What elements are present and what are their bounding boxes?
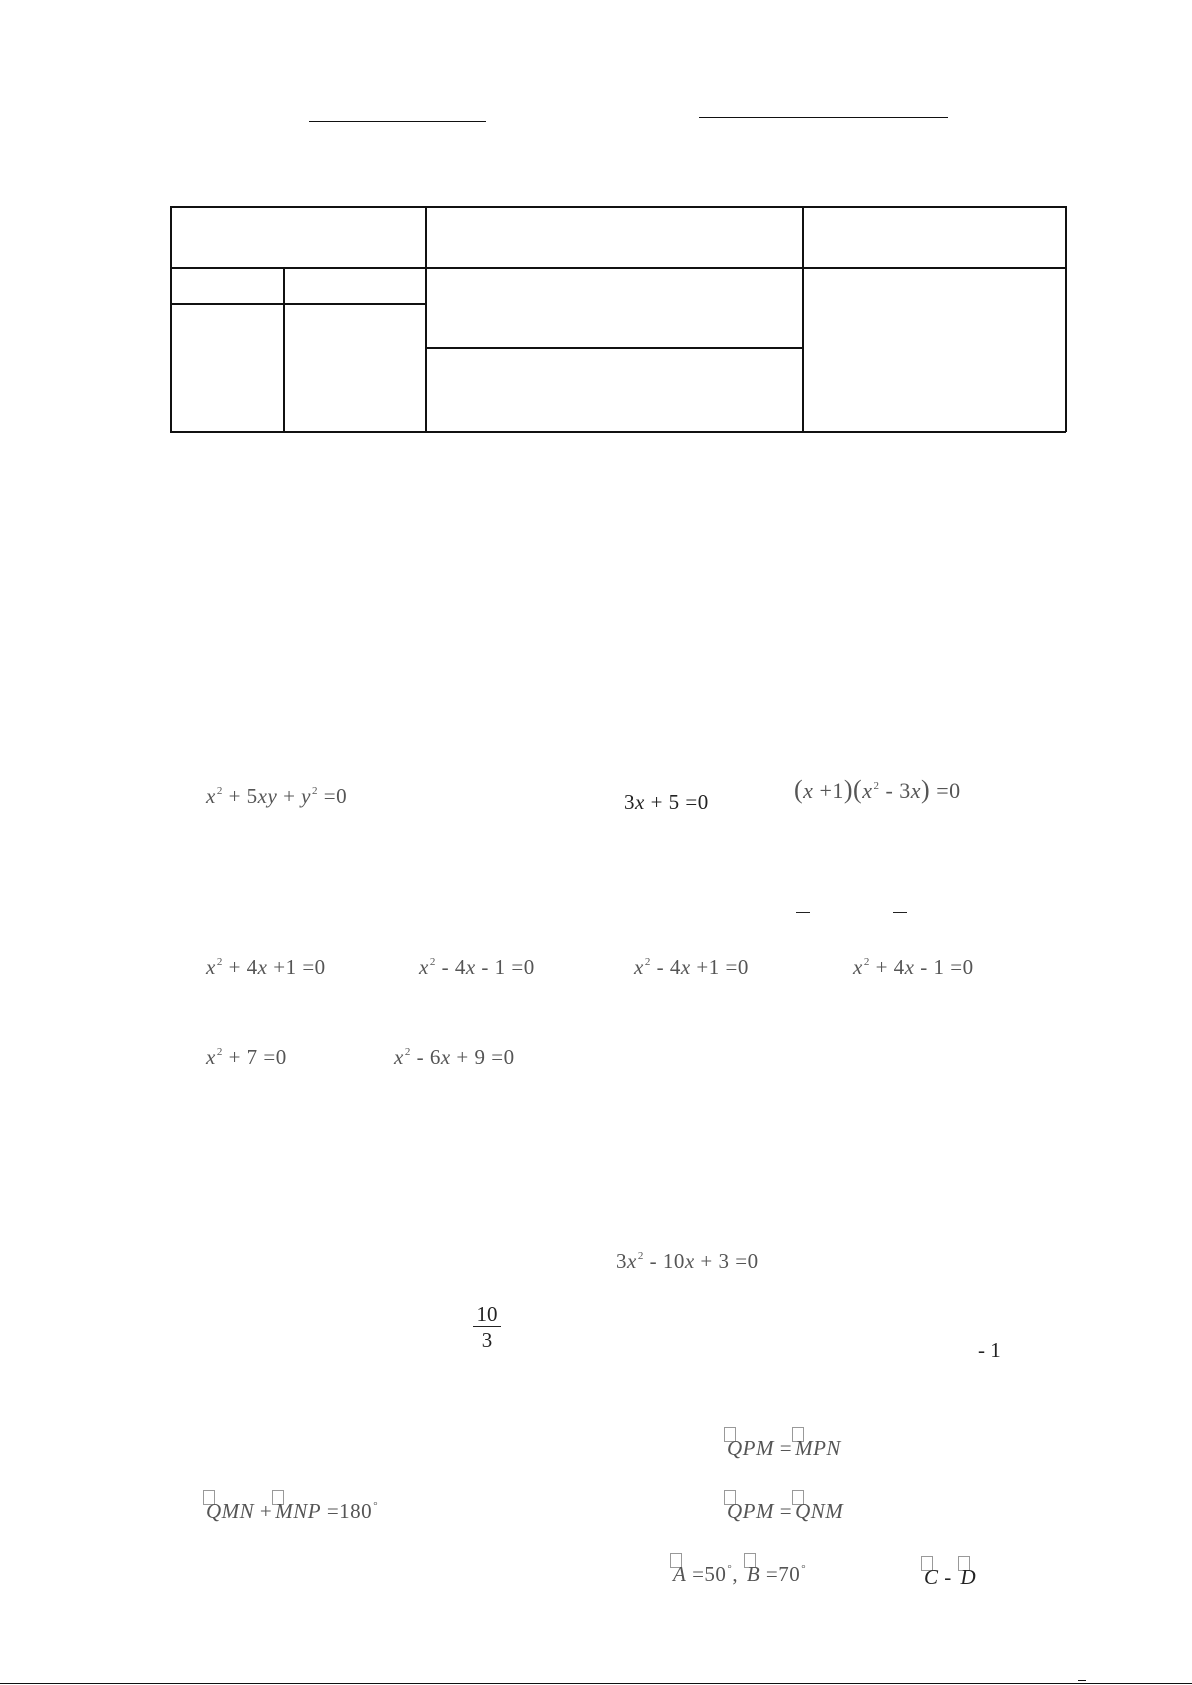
table-cell-score-2[interactable] [285, 305, 424, 429]
q3-eq-a: $x^2 + 7 =0$ [206, 1045, 287, 1069]
overline-mark-2 [893, 912, 907, 913]
footer-rule [0, 1683, 1192, 1684]
q2-eq-d: $x^2 + 4x - 1 =0$ [853, 955, 974, 979]
q5-fraction [473, 1302, 501, 1353]
q6-eq-qmn-mnp: QMN + MNP =180° [203, 1490, 378, 1524]
overline-mark-1 [796, 912, 810, 913]
q5-minus-one: - 1 [978, 1338, 1001, 1362]
table-cell-right[interactable] [804, 269, 1064, 429]
q2-eq-a: $x^2 + 4x +1 =0$ [206, 955, 326, 979]
q7-eq-c-minus-d: C - D [921, 1556, 976, 1590]
class-blank-line[interactable] [699, 117, 948, 118]
q3-eq-b: $x^2 - 6x + 9 =0$ [394, 1045, 515, 1069]
q6-eq-qpm-mpn: QPM = MPN [724, 1427, 841, 1461]
q6-eq-qpm-qnm: QPM = QNM [724, 1490, 843, 1524]
q1-eq-a: $x^2 + 5xy + y^2 =0$ [206, 784, 348, 808]
q2-eq-c: $x^2 - 4x +1 =0$ [634, 955, 749, 979]
table-cell-middle-bottom[interactable] [427, 349, 801, 429]
q1-eq-c: $(x +1)(x^2 - 3x) =0$ [794, 775, 961, 804]
q5-fraction-denominator: 3 [481, 1328, 493, 1352]
score-table [170, 206, 1066, 432]
q1-eq-b: 3x + 5 =0 [624, 790, 709, 814]
q5-fraction-numerator: 10 [473, 1302, 501, 1327]
q4-eq: $3x^2 - 10x + 3 =0$ [616, 1249, 759, 1273]
q7-eq-angles: A =50°, B =70° [670, 1553, 806, 1587]
footer-tick [1078, 1680, 1086, 1681]
table-cell-score-1[interactable] [172, 305, 282, 429]
table-border-bottom [170, 431, 1066, 433]
name-blank-line[interactable] [309, 121, 486, 122]
table-border-top [170, 206, 1066, 208]
q2-eq-b: $x^2 - 4x - 1 =0$ [419, 955, 535, 979]
table-border-right [1065, 206, 1067, 432]
